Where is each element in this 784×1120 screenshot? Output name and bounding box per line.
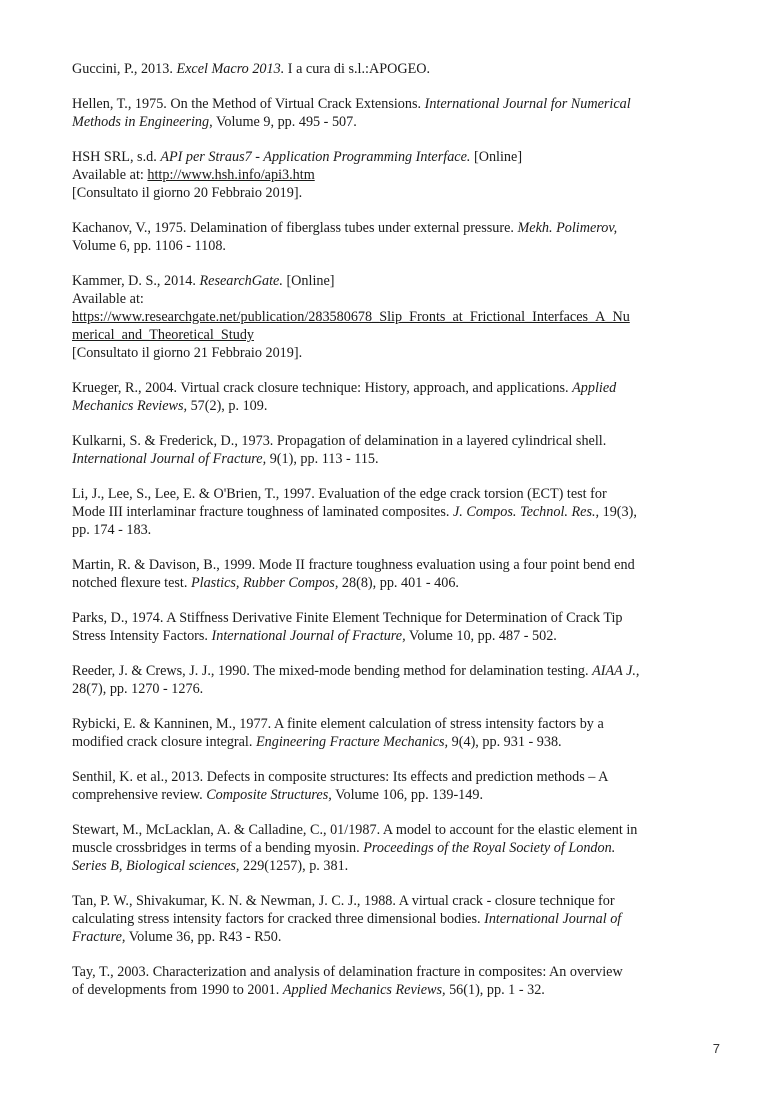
reference-italic-text: Mechanics Reviews,	[72, 398, 188, 414]
reference-line	[72, 397, 720, 415]
reference-line	[72, 113, 720, 131]
reference-text: Volume 10, pp. 487 - 502.	[405, 628, 557, 644]
reference-line	[72, 928, 720, 946]
reference-text: 57(2), p. 109.	[187, 398, 268, 414]
reference-line	[72, 556, 720, 574]
reference-text: 56(1), pp. 1 - 32.	[445, 982, 545, 998]
reference-italic-text: Mekh. Polimerov,	[517, 220, 618, 236]
reference-line	[72, 379, 720, 397]
reference-line	[72, 574, 720, 592]
reference-text: Rybicki, E. & Kanninen, M., 1977. A finite element calculation of stress intensity factors by a	[72, 716, 604, 732]
reference-line	[72, 680, 720, 698]
reference-entry-hellen	[72, 95, 720, 131]
reference-text: notched flexure test.	[72, 575, 191, 591]
reference-entry-li	[72, 485, 720, 539]
reference-entry-tay	[72, 963, 720, 999]
reference-line	[72, 503, 720, 521]
reference-line	[72, 910, 720, 928]
reference-line	[72, 219, 720, 237]
reference-italic-text: Fracture,	[72, 929, 126, 945]
reference-line	[72, 715, 720, 733]
reference-entry-kammer	[72, 272, 720, 362]
reference-italic-text: Proceedings of the Royal Society of London.	[363, 840, 616, 856]
reference-text: Reeder, J. & Crews, J. J., 1990. The mixed-mode bending method for delamination testing.	[72, 663, 593, 679]
reference-text: Volume 106, pp. 139-149.	[331, 787, 484, 803]
reference-text: HSH SRL, s.d.	[72, 149, 161, 165]
reference-italic-text: Series B, Biological sciences,	[72, 858, 240, 874]
reference-line	[72, 237, 720, 255]
reference-text: Guccini, P., 2013.	[72, 61, 177, 77]
reference-italic-text: Plastics, Rubber Compos,	[190, 575, 339, 591]
reference-italic-text: J. Compos. Technol. Res.,	[452, 504, 600, 520]
reference-line	[72, 290, 720, 308]
reference-entry-senthil	[72, 768, 720, 804]
reference-italic-text: Composite Structures,	[206, 787, 332, 803]
reference-text: 229(1257), p. 381.	[239, 858, 349, 874]
reference-text: Hellen, T., 1975. On the Method of Virtual Crack Extensions.	[72, 96, 425, 112]
reference-italic-text: AIAA J.,	[592, 663, 640, 679]
reference-text: Volume 36, pp. R43 - R50.	[125, 929, 282, 945]
reference-text: [Consultato il giorno 20 Febbraio 2019].	[72, 185, 303, 201]
reference-text: calculating stress intensity factors for cracked three dimensional bodies.	[72, 911, 485, 927]
reference-italic-text: International Journal for Numerical	[424, 96, 631, 112]
reference-text: [Online]	[470, 149, 523, 165]
reference-text: comprehensive review.	[72, 787, 207, 803]
reference-entry-hsh	[72, 148, 720, 202]
reference-entry-parks	[72, 609, 720, 645]
reference-line	[72, 839, 720, 857]
reference-line	[72, 184, 720, 202]
reference-text: Volume 9, pp. 495 - 507.	[212, 114, 357, 130]
reference-line	[72, 963, 720, 981]
reference-text: Stress Intensity Factors.	[72, 628, 212, 644]
reference-line	[72, 148, 720, 166]
reference-entry-stewart	[72, 821, 720, 875]
reference-italic-text: API per Straus7 - Application Programming Interface.	[160, 149, 471, 165]
reference-line	[72, 662, 720, 680]
reference-italic-text: Applied	[572, 380, 617, 396]
reference-text: Available at:	[72, 291, 144, 307]
reference-line	[72, 432, 720, 450]
reference-entry-kachanov	[72, 219, 720, 255]
reference-text: [Consultato il giorno 21 Febbraio 2019].	[72, 345, 303, 361]
reference-line	[72, 521, 720, 539]
page-number: 7	[712, 1041, 720, 1056]
reference-link[interactable]: merical_and_Theoretical_Study	[72, 327, 255, 343]
reference-text: Krueger, R., 2004. Virtual crack closure technique: History, approach, and applications.	[72, 380, 573, 396]
reference-line	[72, 272, 720, 290]
reference-text: Senthil, K. et al., 2013. Defects in composite structures: Its effects and prediction methods – A	[72, 769, 609, 785]
reference-line	[72, 485, 720, 503]
reference-text: 28(8), pp. 401 - 406.	[338, 575, 459, 591]
reference-text: of developments from 1990 to 2001.	[72, 982, 283, 998]
reference-italic-text: Applied Mechanics Reviews,	[282, 982, 446, 998]
reference-link[interactable]: https://www.researchgate.net/publication/283580678_Slip_Fronts_at_Frictional_Interfaces_A_Nu	[72, 309, 630, 325]
reference-italic-text: Methods in Engineering,	[72, 114, 213, 130]
reference-text: 28(7), pp. 1270 - 1276.	[72, 681, 204, 697]
reference-line	[72, 95, 720, 113]
reference-italic-text: International Journal of	[484, 911, 622, 927]
reference-line	[72, 768, 720, 786]
reference-entry-guccini	[72, 60, 720, 78]
reference-text: 19(3),	[599, 504, 637, 520]
reference-text: Kammer, D. S., 2014.	[72, 273, 200, 289]
reference-list	[72, 60, 720, 1016]
reference-line	[72, 166, 720, 184]
reference-text: Tan, P. W., Shivakumar, K. N. & Newman, J. C. J., 1988. A virtual crack - closure technique for	[72, 893, 615, 909]
reference-text: Available at:	[72, 167, 148, 183]
reference-italic-text: ResearchGate.	[199, 273, 283, 289]
reference-entry-martin	[72, 556, 720, 592]
reference-entry-reeder	[72, 662, 720, 698]
reference-link[interactable]: http://www.hsh.info/api3.htm	[147, 167, 315, 183]
reference-text: pp. 174 - 183.	[72, 522, 152, 538]
reference-line	[72, 627, 720, 645]
reference-text: Stewart, M., McLacklan, A. & Calladine, C., 01/1987. A model to account for the elastic element in	[72, 822, 638, 838]
reference-text: Kachanov, V., 1975. Delamination of fiberglass tubes under external pressure.	[72, 220, 518, 236]
reference-line	[72, 60, 720, 78]
reference-text: 9(1), pp. 113 - 115.	[266, 451, 379, 467]
reference-line	[72, 308, 720, 326]
reference-text: Martin, R. & Davison, B., 1999. Mode II fracture toughness evaluation using a four point bend end	[72, 557, 635, 573]
reference-text: Parks, D., 1974. A Stiffness Derivative Finite Element Technique for Determination of Crack Tip	[72, 610, 623, 626]
reference-text: modified crack closure integral.	[72, 734, 256, 750]
reference-line	[72, 857, 720, 875]
reference-text: Volume 6, pp. 1106 - 1108.	[72, 238, 226, 254]
reference-text: Kulkarni, S. & Frederick, D., 1973. Propagation of delamination in a layered cylindrical shell.	[72, 433, 607, 449]
reference-entry-kulkarni	[72, 432, 720, 468]
reference-entry-rybicki	[72, 715, 720, 751]
reference-line	[72, 344, 720, 362]
reference-line	[72, 981, 720, 999]
reference-entry-tan	[72, 892, 720, 946]
reference-line	[72, 609, 720, 627]
reference-line	[72, 733, 720, 751]
reference-line	[72, 450, 720, 468]
reference-line	[72, 821, 720, 839]
reference-text: 9(4), pp. 931 - 938.	[448, 734, 562, 750]
reference-italic-text: International Journal of Fracture,	[72, 451, 267, 467]
reference-line	[72, 326, 720, 344]
reference-text: I a cura di s.l.:APOGEO.	[284, 61, 431, 77]
reference-line	[72, 786, 720, 804]
reference-entry-krueger	[72, 379, 720, 415]
reference-text: Li, J., Lee, S., Lee, E. & O'Brien, T., 1997. Evaluation of the edge crack torsion (ECT) test for	[72, 486, 607, 502]
reference-text: Tay, T., 2003. Characterization and analysis of delamination fracture in composites: An overview	[72, 964, 623, 980]
reference-line	[72, 892, 720, 910]
reference-italic-text: Engineering Fracture Mechanics,	[255, 734, 449, 750]
reference-text: Mode III interlaminar fracture toughness of laminated composites.	[72, 504, 453, 520]
reference-italic-text: International Journal of Fracture,	[211, 628, 406, 644]
reference-italic-text: Excel Macro 2013.	[176, 61, 285, 77]
reference-text: muscle crossbridges in terms of a bending myosin.	[72, 840, 364, 856]
reference-text: [Online]	[282, 273, 335, 289]
